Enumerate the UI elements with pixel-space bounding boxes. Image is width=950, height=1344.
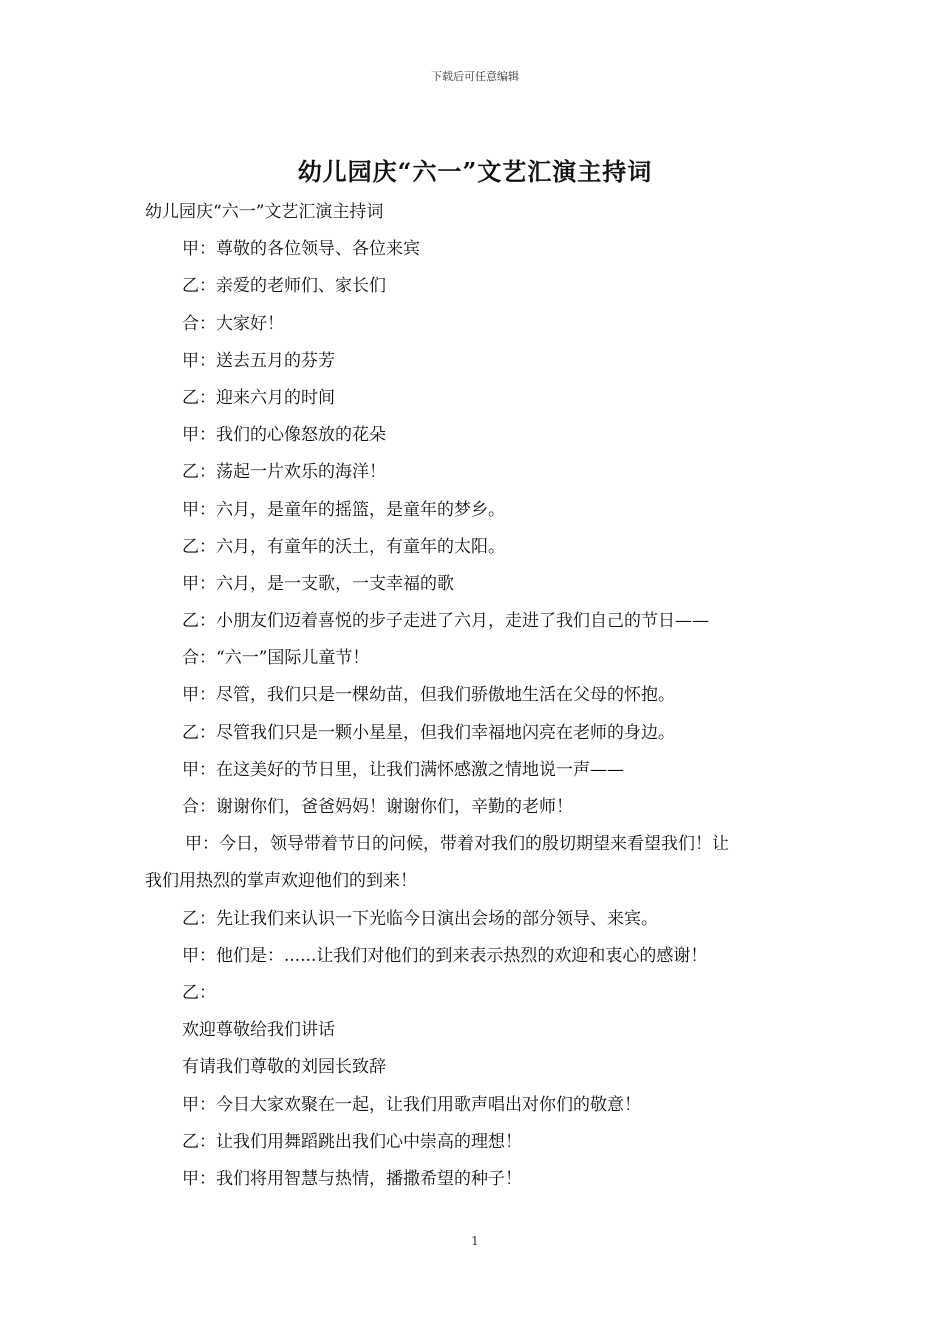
script-line: 乙：尽管我们只是一颗小星星，但我们幸福地闪亮在老师的身边。 [182,722,675,743]
script-line: 甲：六月，是一支歌，一支幸福的歌 [182,573,454,594]
script-line: 合：“六一”国际儿童节！ [182,648,370,669]
script-line: 欢迎尊敬给我们讲话 [182,1020,335,1041]
script-line: 有请我们尊敬的刘园长致辞 [182,1057,386,1078]
script-line: 甲：今日大家欢聚在一起，让我们用歌声唱出对你们的敬意！ [182,1094,641,1115]
script-line: 乙：迎来六月的时间 [182,387,335,408]
document-title: 幼儿园庆“六一”文艺汇演主持词 [297,157,653,186]
script-line: 甲：我们的心像怒放的花朵 [182,425,386,446]
script-line: 合：大家好！ [182,313,284,334]
script-line: 甲：尽管，我们只是一棵幼苗，但我们骄傲地生活在父母的怀抱。 [182,685,675,706]
document-body [145,198,810,1202]
script-line-continuation: 我们用热烈的掌声欢迎他们的到来！ [145,871,417,892]
script-line: 乙：亲爱的老师们、家长们 [182,276,386,297]
script-line: 乙：让我们用舞蹈跳出我们心中崇高的理想！ [182,1131,522,1152]
script-line: 乙：小朋友们迈着喜悦的步子走进了六月，走进了我们自己的节日—— [182,611,709,632]
script-line: 乙：先让我们来认识一下光临今日演出会场的部分领导、来宾。 [182,908,658,929]
script-line: 甲：他们是：......让我们对他们的到来表示热烈的欢迎和衷心的感谢！ [182,945,708,966]
page-number: 1 [471,1234,479,1248]
paragraph-subtitle: 幼儿园庆“六一”文艺汇演主持词 [145,202,384,222]
script-line: 合：谢谢你们，爸爸妈妈！谢谢你们，辛勤的老师！ [182,797,573,817]
script-line: 甲：我们将用智慧与热情，播撒希望的种子！ [182,1168,522,1189]
page-header: 下载后可任意编辑 [431,70,519,83]
script-line: 乙：六月，有童年的沃土，有童年的太阳。 [182,536,505,557]
script-line: 乙： [182,982,216,1003]
script-line: 甲：尊敬的各位领导、各位来宾 [182,239,420,260]
script-line: 乙：荡起一片欢乐的海洋！ [182,462,386,483]
script-line: 甲：在这美好的节日里，让我们满怀感激之情地说一声—— [182,759,624,780]
script-line: 甲：今日，领导带着节日的问候，带着对我们的殷切期望来看望我们！让 [185,834,729,855]
script-line: 甲：送去五月的芬芳 [182,350,335,371]
script-line: 甲：六月，是童年的摇篮，是童年的梦乡。 [182,499,505,520]
